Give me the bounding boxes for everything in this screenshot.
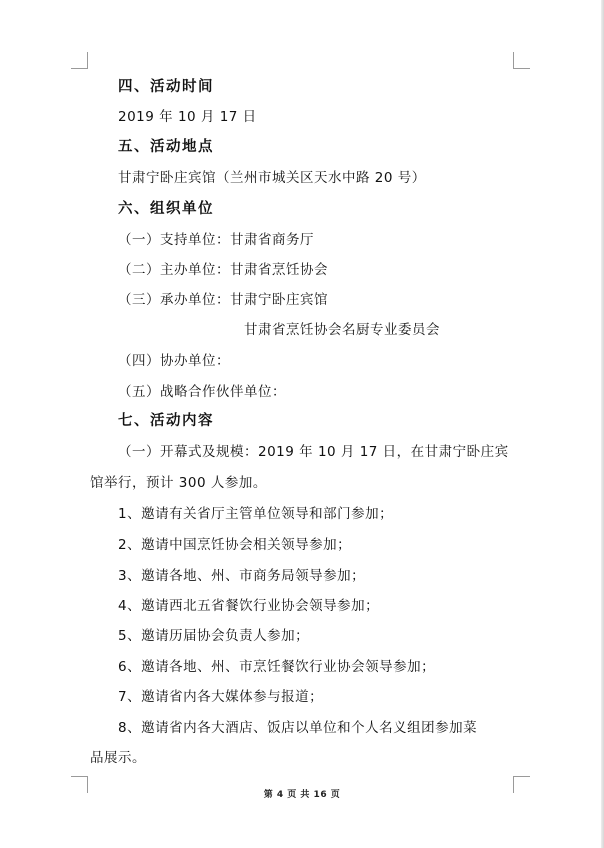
- organizer-partners: （五）战略合作伙伴单位：: [118, 384, 286, 400]
- content-item-2: 2、邀请中国烹饪协会相关领导参加；: [118, 537, 352, 553]
- section-heading-organizers: 六、组织单位: [118, 201, 214, 217]
- crop-mark-top-left: [71, 52, 88, 69]
- content-opening-line1: （一）开幕式及规模：2019 年 10 月 17 日，在甘肃宁卧庄宾: [118, 444, 509, 460]
- content-item-5: 5、邀请历届协会负责人参加；: [118, 628, 310, 644]
- crop-mark-top-right: [513, 52, 530, 69]
- organizer-undertaker: （三）承办单位：甘肃宁卧庄宾馆: [118, 292, 328, 308]
- content-item-4: 4、邀请西北五省餐饮行业协会领导参加；: [118, 598, 380, 614]
- content-item-8-line1: 8、邀请省内各大酒店、饭店以单位和个人名义组团参加菜: [118, 720, 478, 736]
- section-heading-venue: 五、活动地点: [118, 139, 214, 155]
- page-number-footer: 第 4 页 共 16 页: [263, 790, 341, 800]
- content-item-7: 7、邀请省内各大媒体参与报道；: [118, 689, 324, 705]
- section-heading-time: 四、活动时间: [118, 79, 214, 95]
- organizer-co-organizer: （四）协办单位：: [118, 353, 230, 369]
- content-item-1: 1、邀请有关省厅主管单位领导和部门参加；: [118, 506, 394, 522]
- organizer-host: （二）主办单位：甘肃省烹饪协会: [118, 262, 328, 278]
- organizer-undertaker-2: 甘肃省烹饪协会名厨专业委员会: [244, 322, 440, 338]
- organizer-supporting: （一）支持单位：甘肃省商务厅: [118, 232, 314, 248]
- content-item-3: 3、邀请各地、州、市商务局领导参加；: [118, 568, 366, 584]
- section-heading-content: 七、活动内容: [118, 413, 214, 429]
- content-item-6: 6、邀请各地、州、市烹饪餐饮行业协会领导参加；: [118, 659, 436, 675]
- activity-date: 2019 年 10 月 17 日: [118, 109, 257, 125]
- activity-venue: 甘肃宁卧庄宾馆（兰州市城关区天水中路 20 号）: [118, 170, 426, 186]
- content-opening-line2: 馆举行，预计 300 人参加。: [90, 475, 267, 491]
- content-item-8-line2: 品展示。: [90, 750, 146, 766]
